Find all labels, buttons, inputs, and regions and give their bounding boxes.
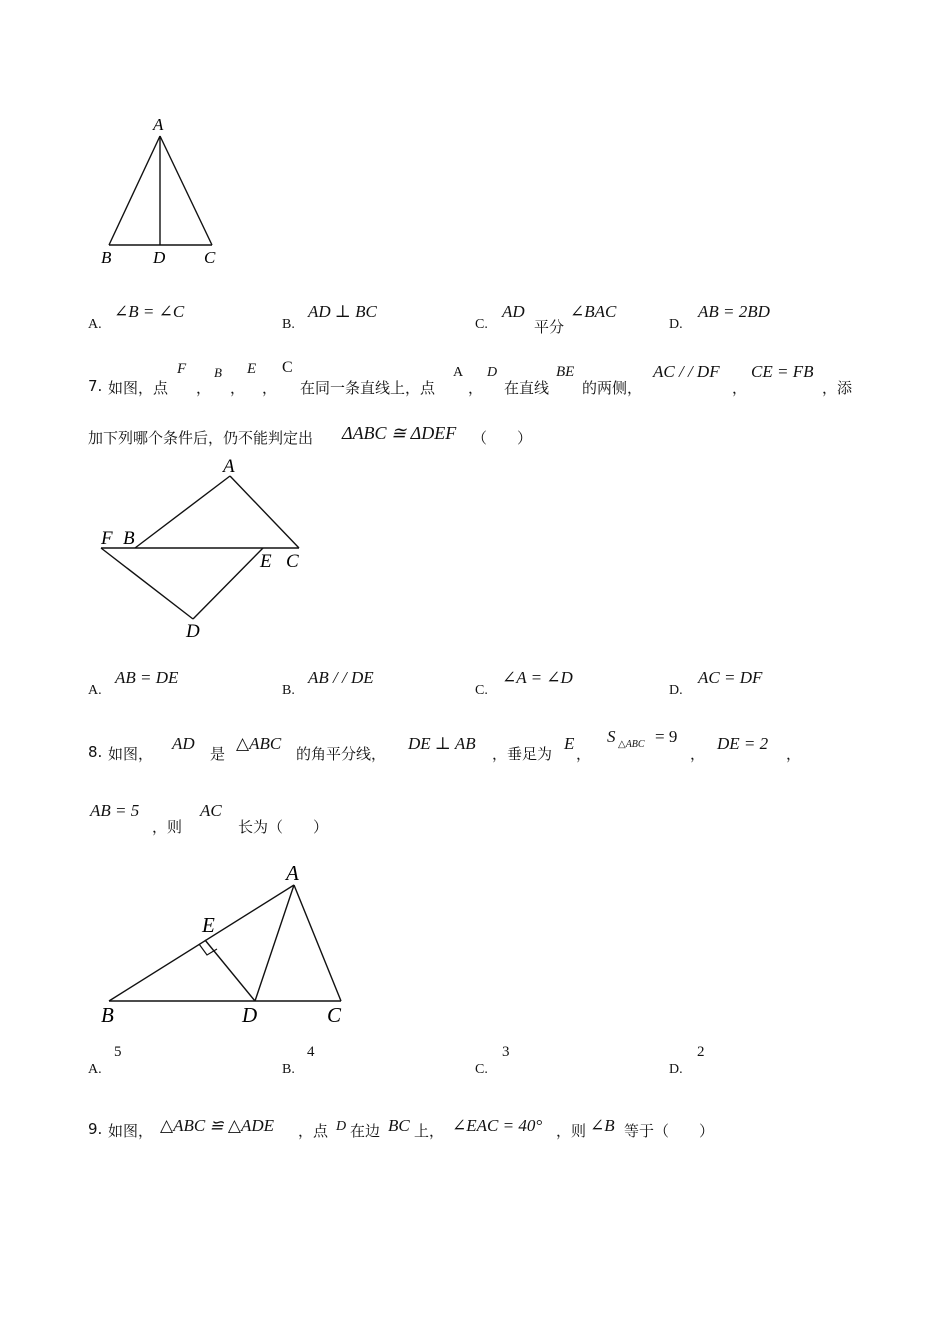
- vertex-label-a: A: [223, 456, 235, 477]
- vertex-label-d: D: [186, 621, 200, 642]
- q8-then: ，则: [152, 818, 183, 836]
- q9-number: 9.: [88, 1120, 103, 1138]
- q7-option-c-text: ∠A = ∠D: [502, 668, 573, 687]
- q9-angle-eac: ∠EAC = 40°: [452, 1116, 543, 1135]
- q7-line-be: BE: [556, 364, 575, 380]
- q8-option-b-label[interactable]: B.: [282, 1062, 295, 1077]
- q7-option-b-label[interactable]: B.: [282, 683, 295, 698]
- q8-de-perp-ab: DE ⊥ AB: [408, 734, 476, 753]
- q8-length: 长为（ ）: [238, 818, 329, 836]
- q7-point-d: D: [487, 365, 498, 380]
- q8-area-value: = 9: [655, 727, 678, 746]
- q7-two-sides: 的两侧，: [582, 379, 643, 397]
- q6-option-c-mid: 平分: [534, 318, 565, 336]
- q7-comma-4: ，: [468, 379, 484, 397]
- vertex-label-e: E: [260, 551, 272, 572]
- vertex-label-a: A: [286, 861, 299, 885]
- q7-intro: 如图，点: [108, 379, 169, 397]
- q8-foot: ，垂足为: [492, 745, 553, 763]
- q9-intro: 如图，: [108, 1122, 154, 1140]
- q8-option-d-text: 2: [697, 1044, 705, 1060]
- q7-condition-ce-eq-fb: CE = FB: [751, 362, 814, 381]
- q7-option-d-label[interactable]: D.: [669, 683, 683, 698]
- q6-option-c-tail: ∠BAC: [570, 302, 617, 321]
- q8-ad: AD: [172, 734, 195, 753]
- vertex-label-e: E: [202, 913, 215, 937]
- q8-option-a-text: 5: [114, 1044, 122, 1060]
- q6-option-c-text: AD: [502, 302, 525, 321]
- q6-option-a-label[interactable]: A.: [88, 317, 102, 332]
- q8-area-sub: △ABC: [618, 739, 645, 750]
- q7-point-c: C: [282, 359, 293, 376]
- q7-point-e: E: [247, 361, 257, 377]
- vertex-label-b: B: [123, 528, 135, 549]
- q8-option-b-text: 4: [307, 1044, 315, 1060]
- q7-point-b: B: [214, 365, 222, 380]
- q7-comma-5: ，: [732, 379, 748, 397]
- q8-area-s: S: [607, 727, 616, 746]
- q8-option-c-label[interactable]: C.: [475, 1062, 488, 1077]
- q9-upon: 上，: [414, 1122, 445, 1140]
- q8-point-e: E: [564, 734, 575, 753]
- q6-option-d-text: AB = 2BD: [698, 302, 770, 321]
- q7-option-c-label[interactable]: C.: [475, 683, 488, 698]
- q8-bisector: 的角平分线，: [296, 745, 387, 763]
- vertex-label-f: F: [101, 528, 113, 549]
- q8-comma-3: ，: [786, 745, 802, 763]
- vertex-label-d: D: [242, 1003, 258, 1027]
- q9-equals: 等于（ ）: [624, 1122, 715, 1140]
- q7-condition-ac-parallel-df: AC / / DF: [653, 362, 720, 381]
- q9-on-side: 在边: [350, 1122, 381, 1140]
- q9-then: ，则: [556, 1122, 587, 1140]
- q9-congruence: △ABC ≌ △ADE: [160, 1116, 275, 1135]
- q6-option-b-label[interactable]: B.: [282, 317, 295, 332]
- q7-comma-2: ，: [230, 379, 246, 397]
- q7-option-a-text: AB = DE: [115, 668, 179, 687]
- q7-option-a-label[interactable]: A.: [88, 683, 102, 698]
- vertex-label-d: D: [153, 248, 166, 267]
- vertex-label-b: B: [101, 1003, 114, 1027]
- q7-congruence: ΔABC ≅ ΔDEF: [342, 423, 457, 443]
- q7-comma-1: ，: [196, 379, 212, 397]
- q8-option-d-label[interactable]: D.: [669, 1062, 683, 1077]
- figure-q8-triangle: [95, 858, 355, 1030]
- q9-bc: BC: [388, 1116, 410, 1135]
- vertex-label-c: C: [286, 551, 299, 572]
- q7-point-a: A: [453, 365, 464, 380]
- q8-triangle-abc: △ABC: [236, 734, 282, 753]
- q8-number: 8.: [88, 743, 103, 761]
- q7-option-b-text: AB / / DE: [308, 668, 374, 687]
- q7-paren: （ ）: [472, 429, 533, 447]
- figure-q7-triangles: [90, 452, 320, 647]
- q7-option-d-text: AC = DF: [698, 668, 763, 687]
- q6-option-d-label[interactable]: D.: [669, 317, 683, 332]
- q7-point-f: F: [177, 361, 187, 377]
- q9-point-d: D: [336, 1119, 347, 1134]
- q6-option-c-label[interactable]: C.: [475, 317, 488, 332]
- q7-number: 7.: [88, 377, 103, 395]
- q7-comma-3: ，: [262, 379, 278, 397]
- q6-option-a-text: ∠B = ∠C: [114, 302, 185, 321]
- vertex-label-c: C: [327, 1003, 342, 1027]
- q6-option-b-text: AD ⊥ BC: [308, 302, 377, 321]
- q7-add: ，添: [822, 379, 853, 397]
- q8-is: 是: [210, 745, 226, 763]
- vertex-label-a: A: [153, 115, 164, 134]
- q8-ac: AC: [200, 801, 222, 820]
- figure-q6-isosceles-triangle: [95, 110, 235, 275]
- q8-intro: 如图，: [108, 745, 154, 763]
- q8-comma-2: ，: [690, 745, 706, 763]
- vertex-label-b: B: [101, 248, 112, 267]
- q7-same-line: 在同一条直线上，点: [300, 379, 436, 397]
- q7-line2: 加下列哪个条件后，仍不能判定出: [88, 429, 314, 447]
- q7-on-line: 在直线: [504, 379, 550, 397]
- vertex-label-c: C: [204, 248, 216, 267]
- q8-ab-eq-5: AB = 5: [90, 801, 140, 820]
- q8-comma-1: ，: [576, 745, 592, 763]
- q8-de-eq-2: DE = 2: [717, 734, 769, 753]
- q9-point: ，点: [298, 1122, 329, 1140]
- q8-option-c-text: 3: [502, 1044, 510, 1060]
- q8-option-a-label[interactable]: A.: [88, 1062, 102, 1077]
- q9-angle-b: ∠B: [590, 1116, 615, 1135]
